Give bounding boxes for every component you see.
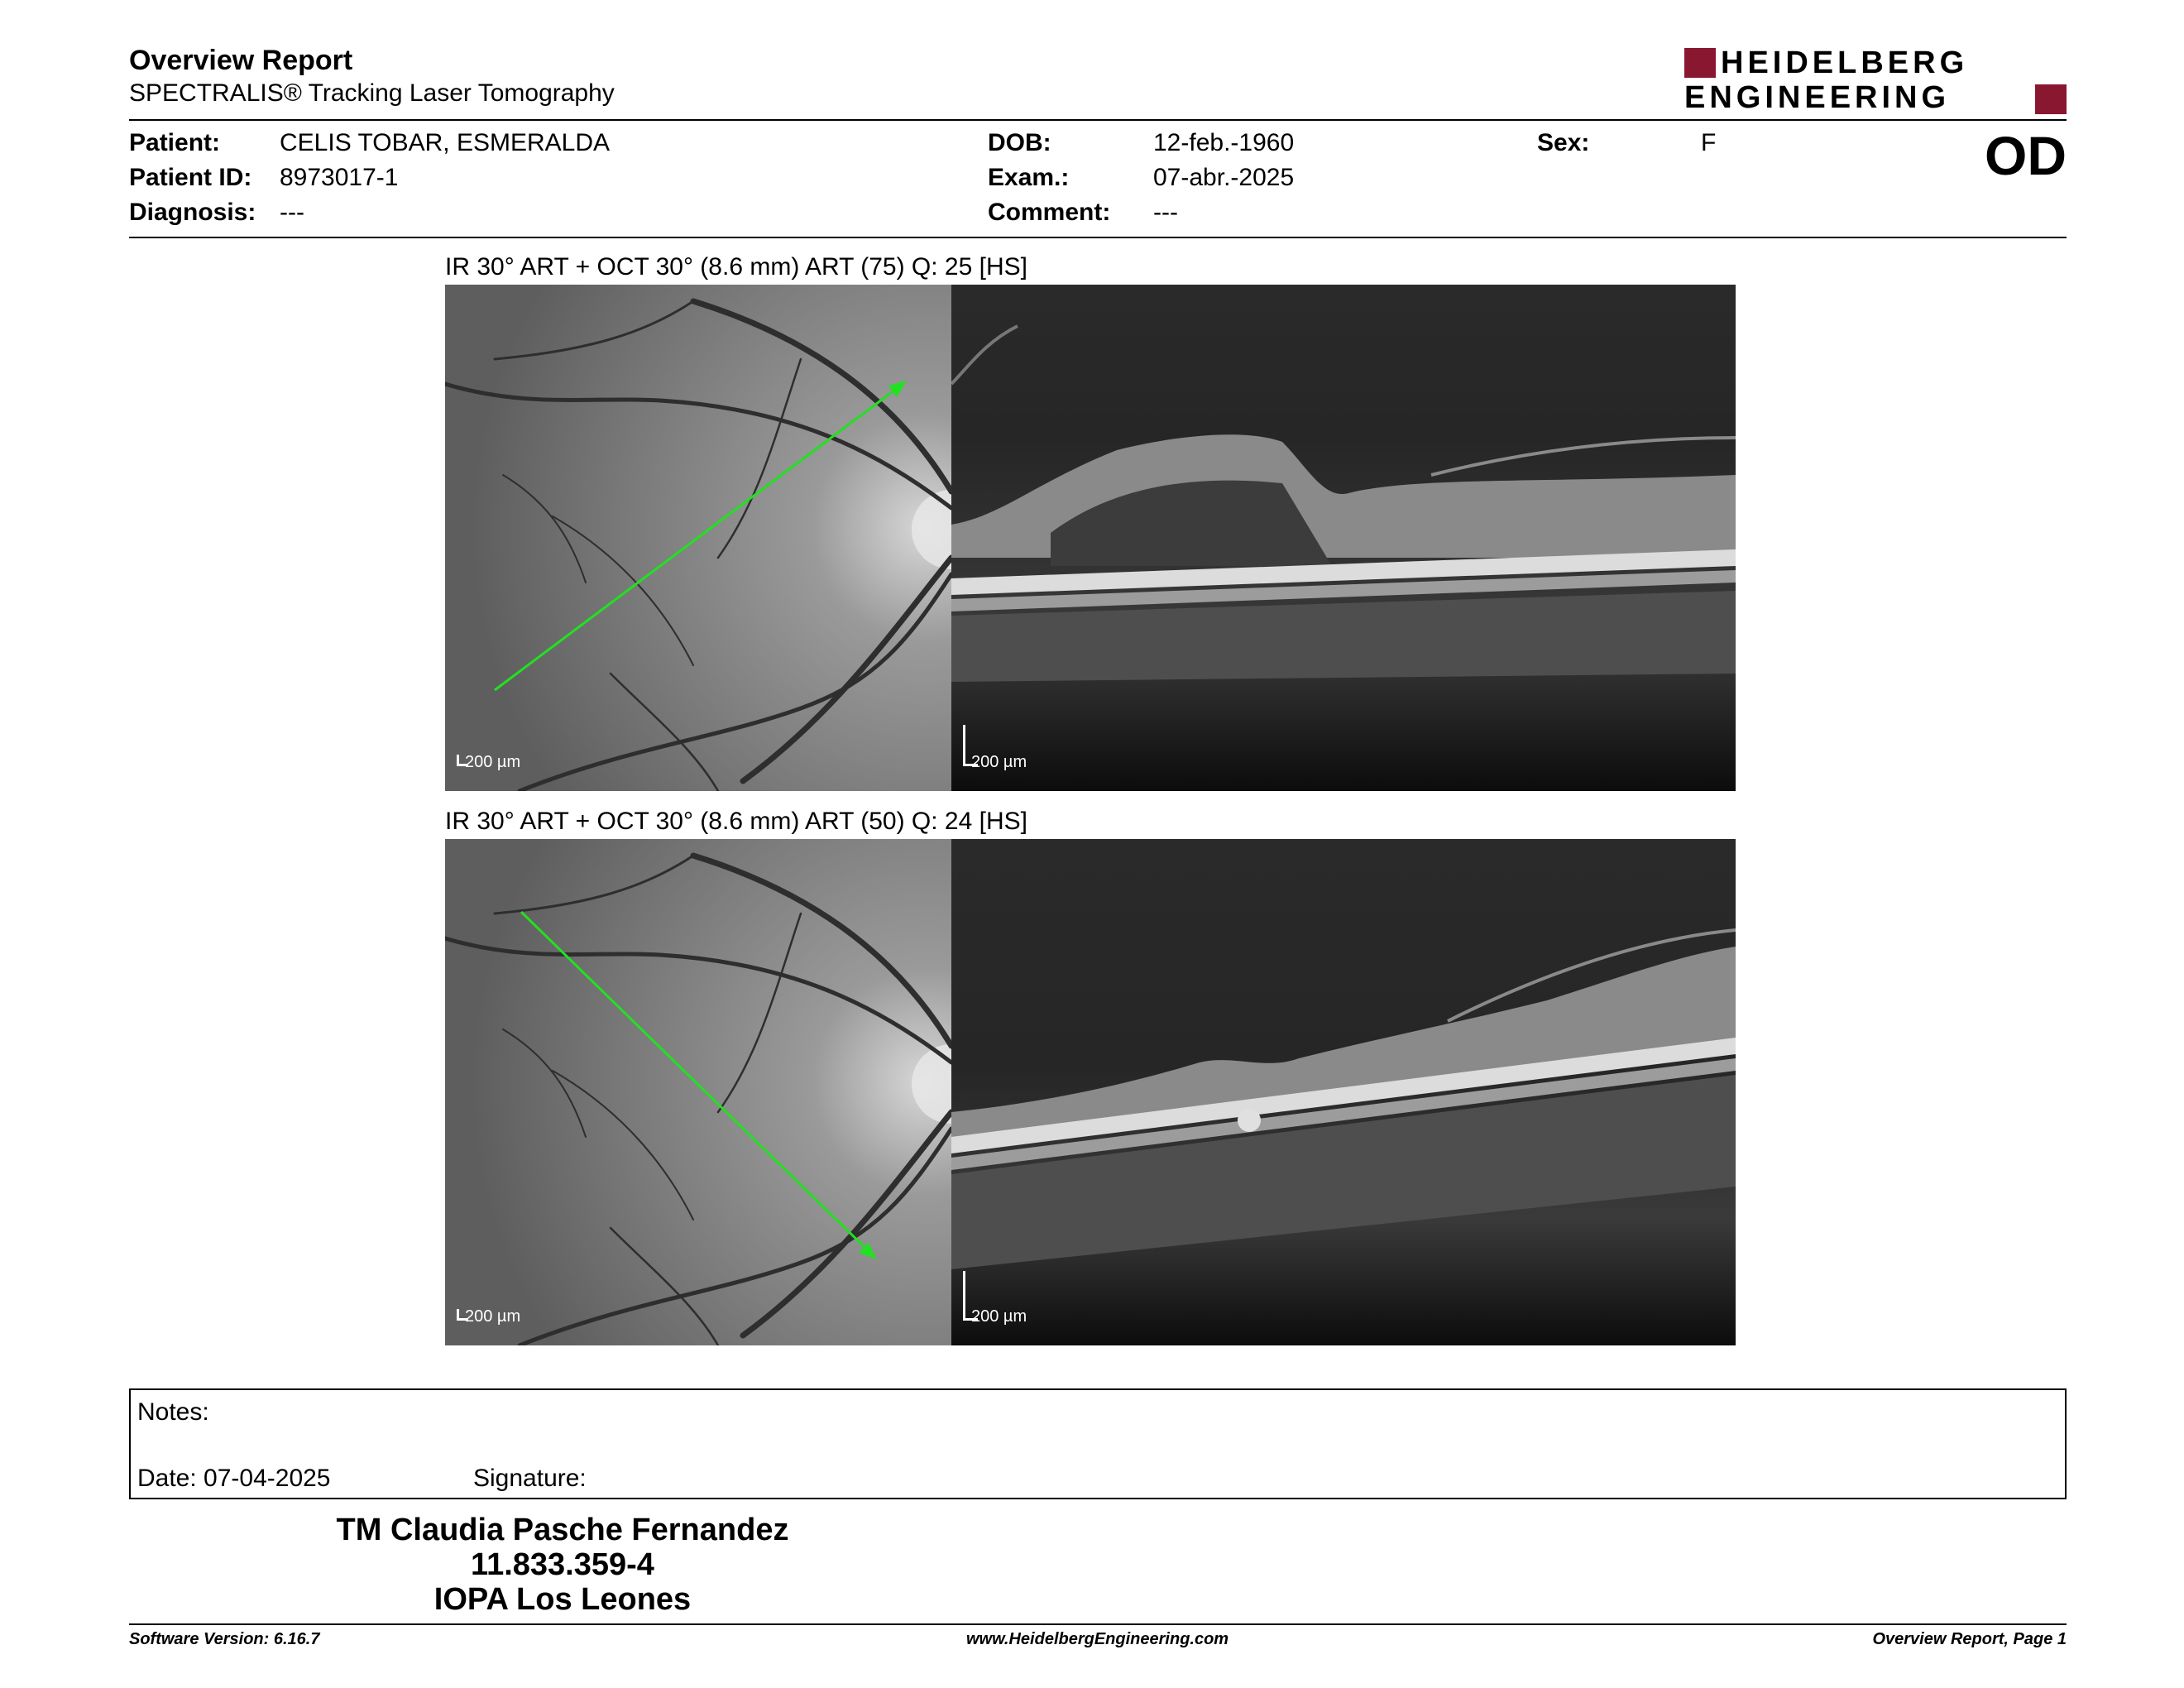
- scan1-fundus-scale: 200 µm: [465, 753, 521, 771]
- comment-value: ---: [1153, 199, 1178, 226]
- logo-square-right: [2035, 84, 2067, 114]
- heidelberg-logo: [1684, 46, 2067, 116]
- eye-indicator: OD: [1985, 125, 2067, 186]
- report-subtitle: SPECTRALIS® Tracking Laser Tomography: [129, 79, 615, 107]
- patient-id-value: 8973017-1: [280, 164, 399, 191]
- header-divider: [129, 119, 2067, 121]
- stamp-name: TM Claudia Pasche Fernandez: [336, 1513, 789, 1547]
- scan1-oct-image: [951, 285, 1736, 791]
- logo-line2: ENGINEERING: [1684, 80, 1951, 115]
- patient-divider: [129, 237, 2067, 238]
- comment-label: Comment:: [988, 199, 1111, 226]
- scan1-oct-scale: 200 µm: [971, 753, 1027, 771]
- footer-divider: [129, 1623, 2067, 1625]
- logo-square-left: [1684, 48, 1716, 78]
- fundus-graphic: [445, 839, 951, 1345]
- oct-bscan-graphic: [951, 285, 1736, 791]
- exam-label: Exam.:: [988, 164, 1070, 191]
- stamp-id: 11.833.359-4: [471, 1547, 654, 1582]
- sex-label: Sex:: [1537, 129, 1590, 156]
- exam-value: 07-abr.-2025: [1153, 164, 1295, 191]
- scan1-fundus-image: [445, 285, 951, 791]
- footer-page-number: Overview Report, Page 1: [1872, 1630, 2067, 1648]
- footer-website[interactable]: www.HeidelbergEngineering.com: [966, 1630, 1229, 1648]
- footer-software-version: Software Version: 6.16.7: [129, 1630, 320, 1648]
- scan2-oct-scale: 200 µm: [971, 1307, 1027, 1326]
- notes-signature-label: Signature:: [473, 1465, 587, 1492]
- notes-label: Notes:: [137, 1398, 209, 1426]
- fundus-graphic: [445, 285, 951, 791]
- stamp-place: IOPA Los Leones: [433, 1582, 692, 1617]
- scan2-fundus-image: [445, 839, 951, 1345]
- diagnosis-label: Diagnosis:: [129, 199, 256, 226]
- dob-label: DOB:: [988, 129, 1051, 156]
- scan2-title: IR 30° ART + OCT 30° (8.6 mm) ART (50) Q: 24 [HS]: [445, 808, 1027, 835]
- notes-box: [129, 1388, 2067, 1499]
- scan2-oct-image: [951, 839, 1736, 1345]
- patient-name: CELIS TOBAR, ESMERALDA: [280, 129, 611, 156]
- diagnosis-value: ---: [280, 199, 304, 226]
- patient-label: Patient:: [129, 129, 221, 156]
- sex-value: F: [1701, 129, 1717, 156]
- dob-value: 12-feb.-1960: [1153, 129, 1295, 156]
- scan2-fundus-scale: 200 µm: [465, 1307, 521, 1326]
- report-title: Overview Report: [129, 45, 353, 76]
- logo-line1: HEIDELBERG: [1721, 46, 1969, 80]
- patient-id-label: Patient ID:: [129, 164, 252, 191]
- notes-date: Date: 07-04-2025: [137, 1465, 331, 1492]
- scan1-title: IR 30° ART + OCT 30° (8.6 mm) ART (75) Q: 25 [HS]: [445, 253, 1027, 281]
- oct-bscan-graphic: [951, 839, 1736, 1345]
